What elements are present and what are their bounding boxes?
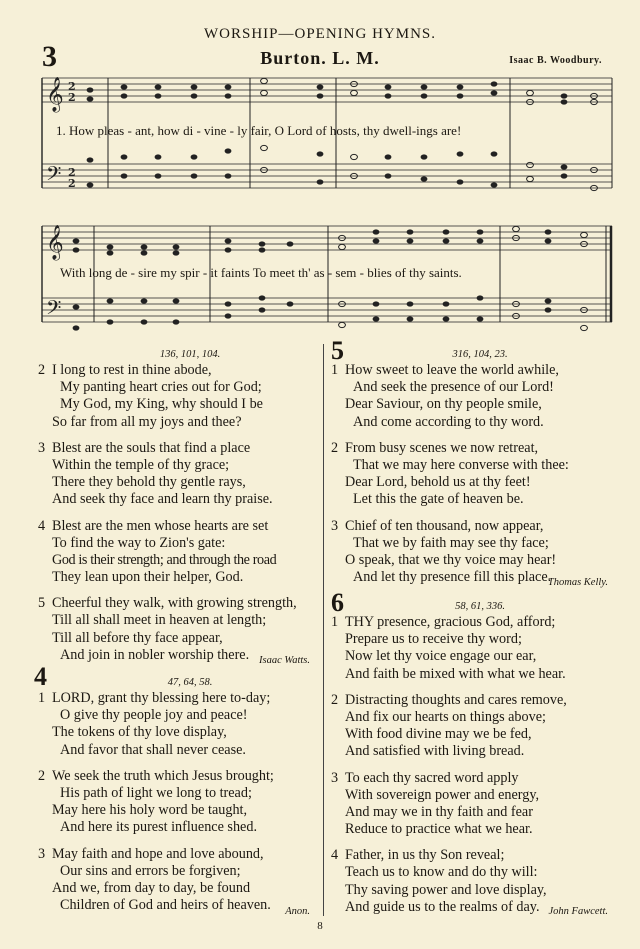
hymn-3-author: Isaac Watts.: [259, 655, 310, 666]
hymn-4-author: Anon.: [285, 906, 310, 917]
svg-text:2: 2: [68, 166, 76, 179]
verse: 3 To each thy sacred word apply With sovereign power and energy, And may we in thy faith and fear Reduce to practice what we hear.: [331, 769, 540, 838]
verse-number: 1: [331, 362, 339, 378]
hymn-5-verses: [331, 362, 621, 586]
staff-treble-2: [42, 226, 612, 250]
staff-bass-1: [42, 164, 612, 188]
hymn-6-author: John Fawcett.: [548, 906, 608, 917]
bass-clef-icon: 𝄢: [46, 296, 62, 324]
hymn-6-meters: 58, 61, 336.: [455, 601, 505, 612]
hymn-5-author: Thomas Kelly.: [547, 577, 608, 588]
verse: 2 From busy scenes we now retreat, That we may here converse with thee: Dear Lord, behold us at thy feet! Let this the gate of heaven be.: [331, 439, 569, 508]
treble-clef-icon: 𝄞: [46, 77, 64, 112]
treble-clef-icon: 𝄞: [46, 225, 64, 260]
verse-number: 3: [331, 769, 339, 786]
svg-text:2: 2: [68, 91, 76, 104]
verse-number: 3: [331, 517, 339, 534]
svg-text:2: 2: [68, 177, 76, 190]
verse: 2 We seek the truth which Jesus brought; His path of light we long to tread; May here his holy word be taught, And here its purest influence shed.: [38, 767, 274, 836]
bass-clef-icon: 𝄢: [46, 162, 62, 190]
verse-number: 2: [331, 691, 339, 708]
verse-number: 3: [38, 439, 46, 456]
hymn-6-verses: [331, 614, 621, 916]
verse-number: 4: [38, 517, 46, 534]
staff-treble-1: [42, 78, 612, 102]
hymn-4-verses: [38, 690, 322, 914]
column-divider: [323, 344, 324, 916]
composer: Isaac B. Woodbury.: [509, 55, 602, 66]
svg-text:2: 2: [68, 80, 76, 93]
verse-number: 2: [38, 767, 46, 784]
running-header: WORSHIP—OPENING HYMNS.: [203, 26, 436, 42]
hymn-4-number: 4: [34, 662, 47, 691]
verse: 2 Distracting thoughts and cares remove, And fix our hearts on things above; With food divine may we be fed, And satisfied with living bread.: [331, 691, 567, 760]
verse-number: 1: [38, 690, 46, 706]
hymn-6-number: 6: [331, 588, 344, 617]
verse-number: 3: [38, 845, 46, 862]
hymn-3-number: 3: [42, 40, 57, 73]
verse-number: 1: [331, 614, 339, 630]
hymn-3-verses: [38, 362, 322, 664]
verse: 1 THY presence, gracious God, afford; Prepare us to receive thy word; Now let thy voice engage our ear, And faith be mixed with what we hear.: [331, 614, 566, 682]
music-score: [0, 0, 640, 340]
hymn-3-meters: 136, 101, 104.: [159, 349, 221, 360]
verse: 1 LORD, grant thy blessing here to-day; O give thy people joy and peace! The tokens of thy love display, And favor that shall never cease.: [38, 690, 271, 758]
hymn-5-number: 5: [331, 336, 344, 365]
verse: 1 How sweet to leave the world awhile, And seek the presence of our Lord! Dear Saviour, on thy people smile, And come according to thy word.: [331, 362, 559, 430]
staff-bass-2: [42, 298, 612, 322]
verse-number: 2: [38, 362, 46, 378]
verse: 5 Cheerful they walk, with growing strength, Till all shall meet in heaven at length; Till all before thy face appear, And join in nobler worship there.: [38, 595, 297, 663]
hymn-4-meters: 47, 64, 58.: [167, 677, 213, 688]
tune-name: Burton. L. M.: [260, 48, 380, 68]
lyrics-line-2: With long de - sire my spir - it faints To meet th' as - sem - blies of thy saints.: [60, 265, 462, 280]
lyrics-line-1: 1. How pleas - ant, how di - vine - ly fair, O Lord of hosts, thy dwell-ings are!: [56, 123, 462, 138]
verse: 4 Blest are the men whose hearts are set To find the way to Zion's gate: God is their strength; and through the road They lean upon their helper, God.: [38, 517, 277, 586]
verse-number: 2: [331, 439, 339, 456]
verse: 3 Chief of ten thousand, now appear, That we by faith may see thy face; O speak, that we thy voice may hear! And let thy presence fill this place.: [331, 517, 557, 586]
verse: 4 Father, in us thy Son reveal; Teach us to know and do thy will: Thy saving power and love display, And guide us to the realms of day.: [331, 847, 547, 915]
verse-number: 5: [38, 595, 46, 612]
verse: 3 May faith and hope and love abound, Our sins and errors be forgiven; And we, from day to day, be found Children of God and heirs of heaven.: [38, 845, 271, 914]
verse: 2 I long to rest in thine abode, My panting heart cries out for God; My God, my King, why should I be So far from all my joys and thee?: [38, 362, 263, 430]
verse-number: 4: [331, 847, 339, 864]
page-number: 8: [317, 920, 323, 932]
verse: 3 Blest are the souls that find a place Within the temple of thy grace; There they behold thy gentle rays, And seek thy face and learn thy praise.: [38, 439, 273, 508]
hymn-5-meters: 316, 104, 23.: [452, 349, 508, 360]
